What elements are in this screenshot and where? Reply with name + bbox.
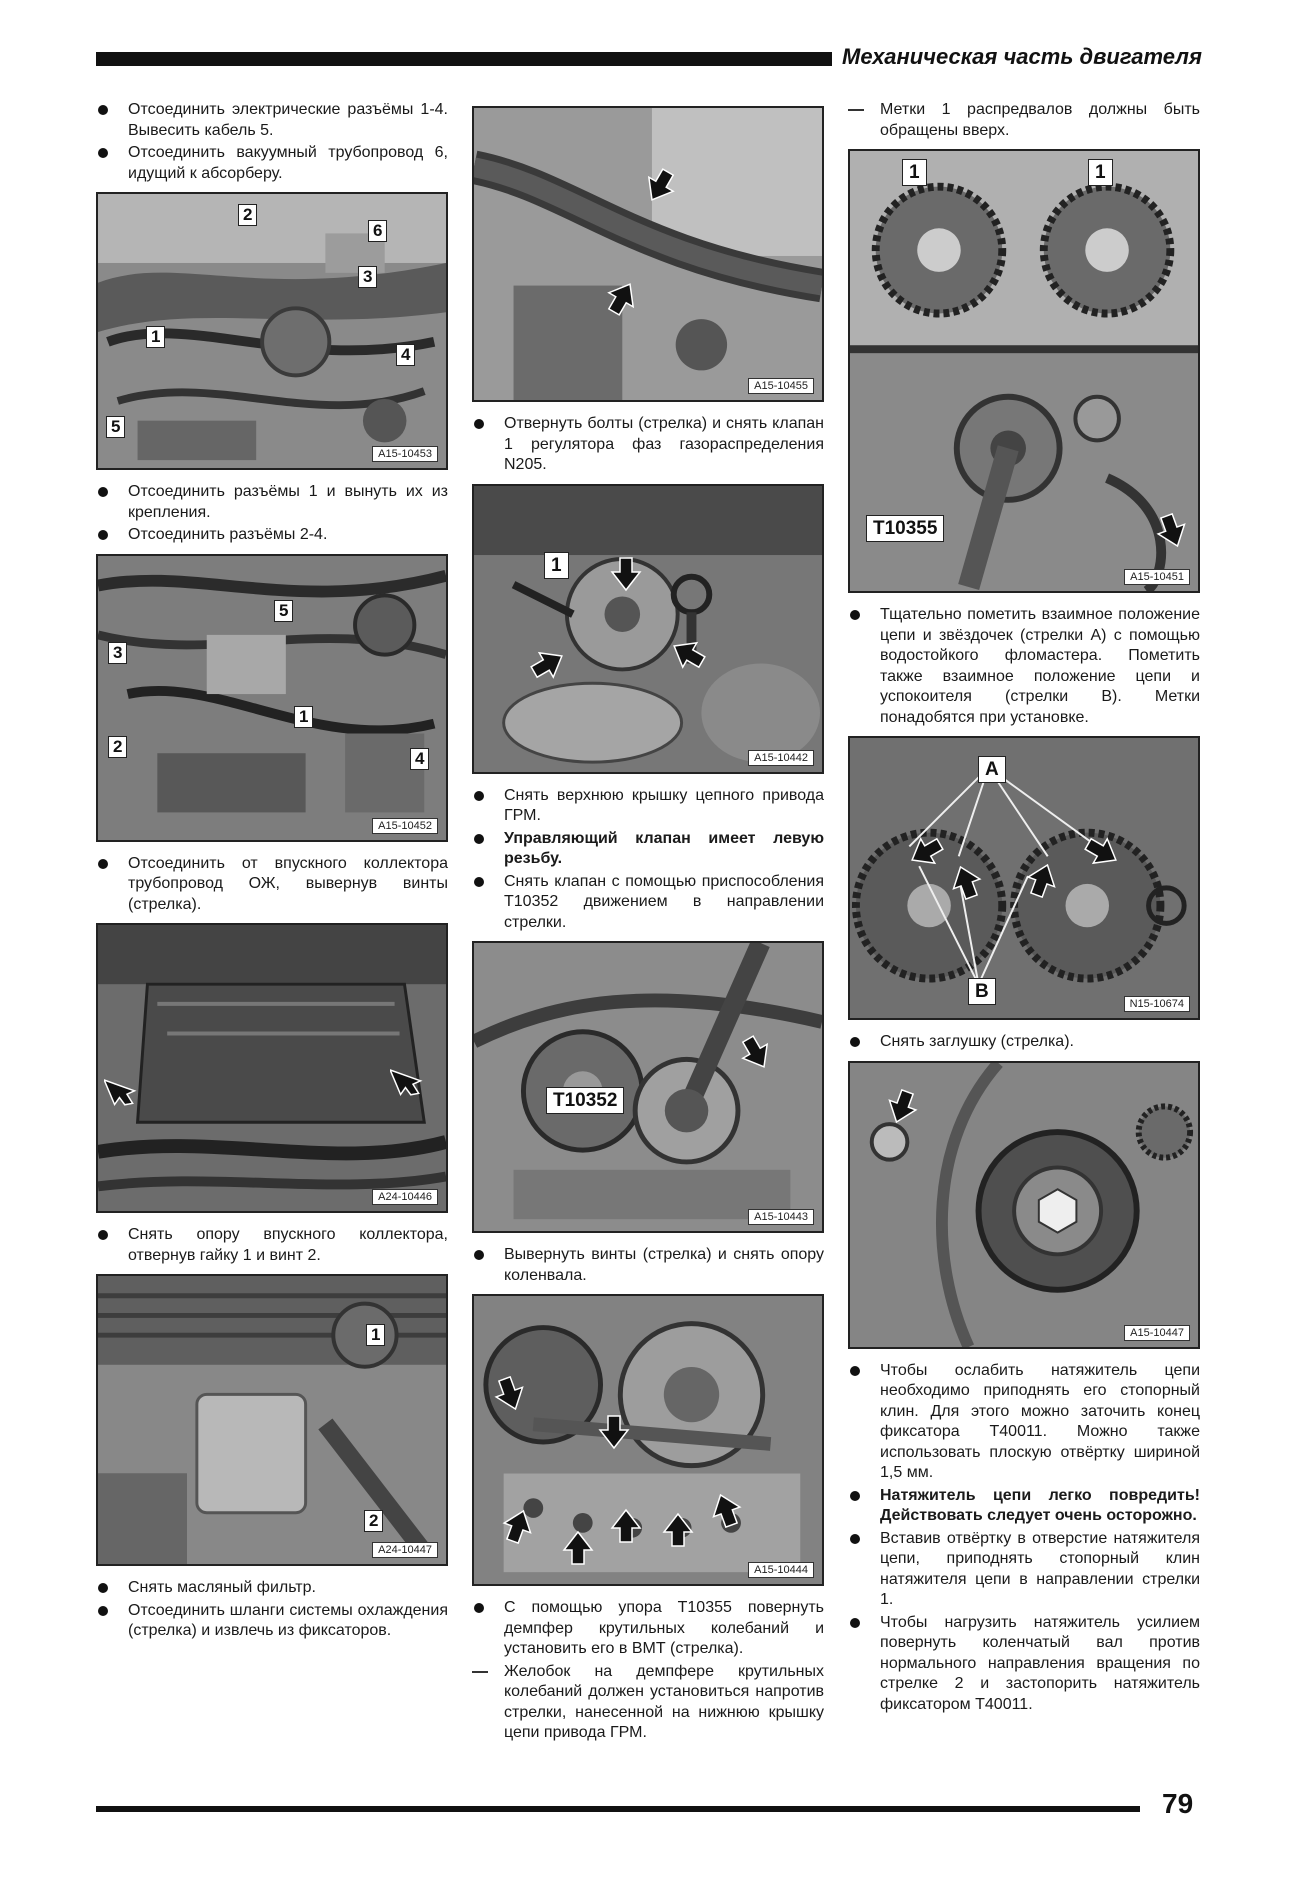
instruction-item: Чтобы ослабить натяжитель цепи необходимо приподнять его стопорный клин. Для этого можно заточить конец фиксатора T40011. Можно также использовать плоскую отвёртку шириной 1,5 мм. — [848, 1361, 1200, 1484]
bullet-icon — [98, 1583, 108, 1593]
arrow-icon — [104, 1071, 140, 1107]
page-number: 79 — [1162, 1788, 1194, 1819]
figure-crankshaft-support — [472, 1294, 824, 1586]
note-item: Метки 1 распредвалов должны быть обращены вверх. — [848, 100, 1200, 141]
bullet-icon — [850, 1491, 860, 1501]
instruction-item: Снять масляный фильтр. — [96, 1578, 448, 1599]
figure-label: A15-10447 — [1124, 1325, 1190, 1341]
callout-1: 1 — [366, 1324, 385, 1346]
bullet-icon — [474, 419, 484, 429]
figure-label: A24-10447 — [372, 1542, 438, 1558]
figure-manifold-support — [96, 1274, 448, 1566]
instruction-item: Отсоединить электрические разъёмы 1-4. Вывесить кабель 5. — [96, 100, 448, 141]
tool-label-t10352: T10352 — [546, 1087, 624, 1114]
callout-b: B — [968, 978, 996, 1005]
callout-1: 1 — [146, 326, 165, 348]
instruction-item: Отсоединить шланги системы охлаждения (стрелка) и извлечь из фиксаторов. — [96, 1601, 448, 1642]
instruction-item: Тщательно пометить взаимное положение цепи и звёздочек (стрелки A) с помощью водостойкого фломастера. Пометить также взаимное положение цепи и успокоителя (стрелки B). Метки понадобятся при установке. — [848, 605, 1200, 728]
instruction-item: Отвернуть болты (стрелка) и снять клапан 1 регулятора фаз газораспределения N205. — [472, 414, 824, 476]
bullet-icon — [474, 791, 484, 801]
arrow-icon — [608, 1508, 644, 1544]
instruction-item: Вставив отвёртку в отверстие натяжителя цепи, приподнять стопорный клин натяжителя цепи в направлении стрелки 1. — [848, 1529, 1200, 1611]
arrow-icon — [604, 280, 640, 316]
bullet-icon — [850, 1534, 860, 1544]
header-bar — [96, 52, 832, 66]
arrow-icon — [390, 1061, 426, 1097]
arrow-icon — [608, 556, 644, 592]
column-1 — [96, 100, 448, 1644]
figure-tool-t10352 — [472, 941, 824, 1233]
arrow-icon — [500, 1508, 536, 1544]
callout-a: A — [978, 756, 1006, 783]
callout-3: 3 — [358, 266, 377, 288]
figure-label: A15-10452 — [372, 818, 438, 834]
engine-photo — [98, 556, 446, 840]
bullet-icon — [474, 877, 484, 887]
arrow-icon — [884, 1089, 920, 1125]
bullet-icon — [850, 1366, 860, 1376]
bullet-icon — [98, 1230, 108, 1240]
callout-4: 4 — [396, 344, 415, 366]
engine-photo — [474, 108, 822, 400]
instruction-item: Отсоединить от впускного коллектора трубопровод ОЖ, вывернув винты (стрелка). — [96, 854, 448, 916]
column-2 — [472, 100, 824, 1746]
figure-label: A15-10455 — [748, 378, 814, 394]
note-item: Желобок на демпфере крутильных колебаний должен установиться напротив стрелки, нанесенной на нижнюю крышку цепи привода ГРМ. — [472, 1662, 824, 1744]
callout-1: 1 — [544, 552, 569, 579]
callout-5: 5 — [274, 600, 293, 622]
arrow-icon — [1154, 513, 1190, 549]
arrow-icon — [596, 1414, 632, 1450]
figure-label: A15-10451 — [1124, 569, 1190, 585]
column-3 — [848, 100, 1200, 1717]
bullet-icon — [474, 834, 484, 844]
callout-2: 2 — [238, 204, 257, 226]
arrow-icon — [948, 864, 984, 900]
figure-label: A15-10453 — [372, 446, 438, 462]
figure-connectors-2-4 — [96, 554, 448, 842]
callout-1: 1 — [1088, 159, 1113, 186]
callout-6: 6 — [368, 220, 387, 242]
arrow-icon — [660, 1512, 696, 1548]
instruction-item: Отсоединить разъёмы 1 и вынуть их из крепления. — [96, 482, 448, 523]
bullet-icon — [474, 1603, 484, 1613]
bullet-icon — [98, 487, 108, 497]
figure-intake-manifold — [96, 923, 448, 1213]
callout-1: 1 — [294, 706, 313, 728]
bullet-icon — [98, 148, 108, 158]
dash-icon — [848, 109, 864, 111]
engine-photo — [474, 943, 822, 1231]
figure-chain-marks — [848, 736, 1200, 1020]
tool-label-t10355: T10355 — [866, 515, 944, 542]
footer-bar — [96, 1806, 1140, 1812]
bullet-icon — [850, 1037, 860, 1047]
figure-camshaft-marks — [848, 149, 1200, 593]
instruction-item: Отсоединить вакуумный трубопровод 6, идущий к абсорберу. — [96, 143, 448, 184]
arrow-icon — [1084, 834, 1120, 870]
dash-icon — [472, 1671, 488, 1673]
warning-item: Натяжитель цепи легко повредить! Действовать следует очень осторожно. — [848, 1486, 1200, 1527]
bullet-icon — [474, 1250, 484, 1260]
bullet-icon — [850, 610, 860, 620]
warning-item: Управляющий клапан имеет левую резьбу. — [472, 829, 824, 870]
figure-plug — [848, 1061, 1200, 1349]
figure-label: A24-10446 — [372, 1189, 438, 1205]
figure-label: A15-10444 — [748, 1562, 814, 1578]
arrow-icon — [670, 636, 706, 672]
instruction-item: Снять верхнюю крышку цепного привода ГРМ. — [472, 786, 824, 827]
callout-2: 2 — [108, 736, 127, 758]
engine-photo — [98, 1276, 446, 1564]
figure-label: N15-10674 — [1124, 996, 1190, 1012]
arrow-icon — [908, 834, 944, 870]
figure-phase-valve — [472, 484, 824, 774]
instruction-item: Снять клапан с помощью приспособления T10352 движением в направлении стрелки. — [472, 872, 824, 934]
arrow-icon — [738, 1035, 774, 1071]
figure-label: A15-10442 — [748, 750, 814, 766]
bullet-icon — [98, 530, 108, 540]
figure-coolant-hose — [472, 106, 824, 402]
figure-engine-connectors — [96, 192, 448, 470]
arrow-icon — [530, 646, 566, 682]
callout-4: 4 — [410, 748, 429, 770]
arrow-icon — [642, 168, 678, 204]
callout-1: 1 — [902, 159, 927, 186]
arrow-icon — [560, 1530, 596, 1566]
instruction-item: Вывернуть винты (стрелка) и снять опору коленвала. — [472, 1245, 824, 1286]
instruction-item: Отсоединить разъёмы 2-4. — [96, 525, 448, 546]
page-header-title: Механическая часть двигателя — [842, 44, 1202, 69]
callout-3: 3 — [108, 642, 127, 664]
arrow-icon — [1024, 862, 1060, 898]
bullet-icon — [98, 1606, 108, 1616]
callout-5: 5 — [106, 416, 125, 438]
figure-label: A15-10443 — [748, 1209, 814, 1225]
instruction-item: Снять опору впускного коллектора, отвернув гайку 1 и винт 2. — [96, 1225, 448, 1266]
bullet-icon — [98, 105, 108, 115]
arrow-icon — [708, 1492, 744, 1528]
arrow-icon — [492, 1376, 528, 1412]
bullet-icon — [98, 859, 108, 869]
instruction-item: С помощью упора T10355 повернуть демпфер крутильных колебаний и установить его в ВМТ (стрелка). — [472, 1598, 824, 1660]
instruction-item: Чтобы нагрузить натяжитель усилием повернуть коленчатый вал против нормального направления вращения по стрелке 2 и застопорить натяжитель фиксатором T40011. — [848, 1613, 1200, 1716]
callout-2: 2 — [364, 1510, 383, 1532]
engine-photo — [474, 486, 822, 772]
bullet-icon — [850, 1618, 860, 1628]
instruction-item: Снять заглушку (стрелка). — [848, 1032, 1200, 1053]
